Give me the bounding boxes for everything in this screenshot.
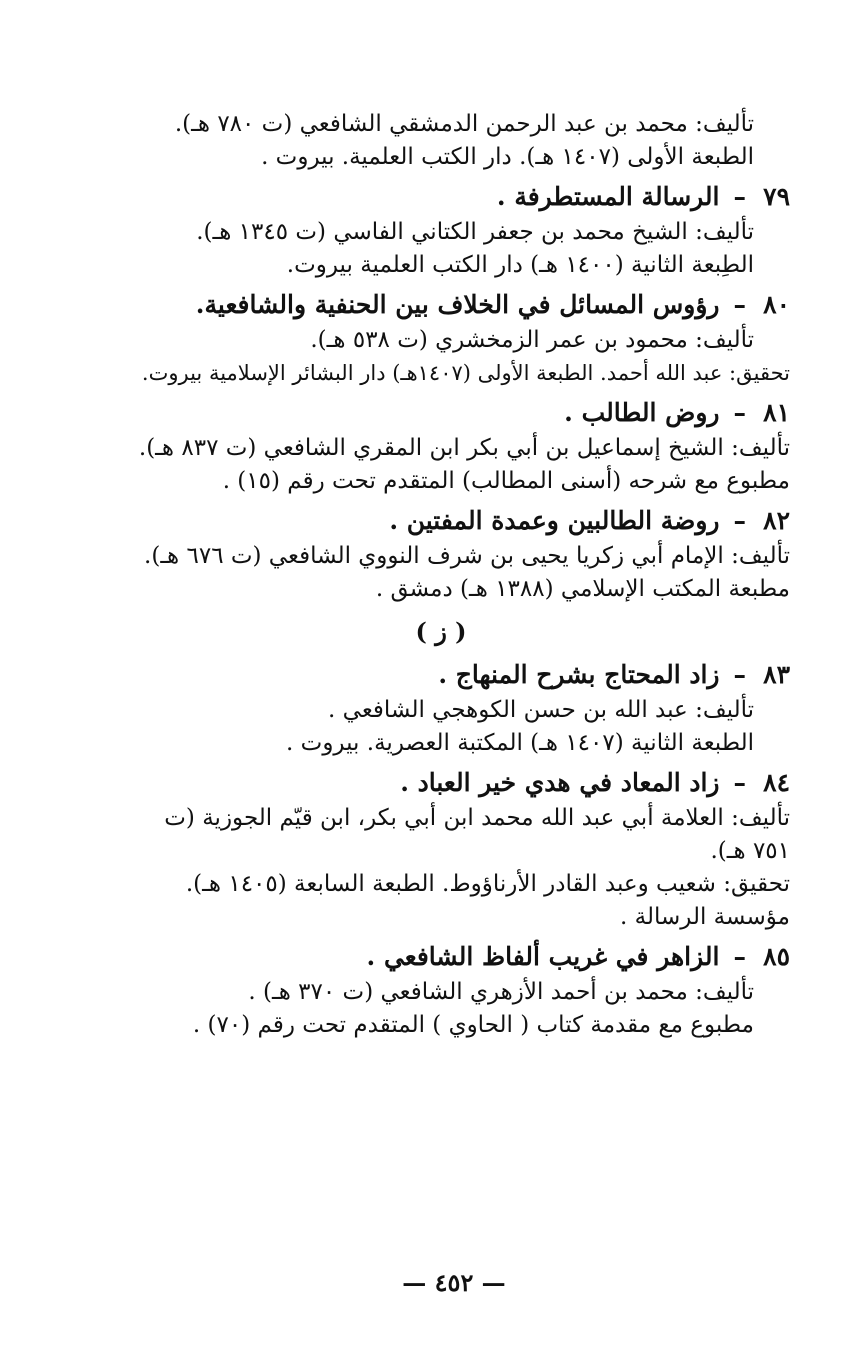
entry-79 [72,178,790,282]
entry-title: روض الطالب . [564,398,720,427]
entry-author-line: تأليف: الإمام أبي زكريا يحيى بن شرف النووي الشافعي (ت ٦٧٦ هـ). [144,543,790,569]
page-number: — ٤٥٢ — [402,1268,506,1297]
entry-number: ٨٥ [763,942,790,971]
intro-block [72,108,790,174]
entry-title: روضة الطالبين وعمدة المفتين . [389,506,720,535]
entry-85 [72,938,790,1042]
entry-author-line: تأليف: محمود بن عمر الزمخشري (ت ٥٣٨ هـ). [310,327,754,353]
entry-edition-line: الطِبعة الثانية (١٤٠٠ هـ) دار الكتب العلمية بيروت. [286,252,754,278]
entry-heading [72,764,790,802]
entry-author-line: تأليف: الشيخ إسماعيل بن أبي بكر ابن المقري الشافعي (ت ٨٣٧ هـ). [138,435,790,461]
entry-heading [72,286,790,324]
entry-title: الرسالة المستطرفة . [496,182,720,211]
entry-author-line: تأليف: الشيخ محمد بن جعفر الكتاني الفاسي (ت ١٣٤٥ هـ). [196,219,754,245]
entry-heading [72,502,790,540]
entry-editor-line: تحقيق: شعيب وعبد القادر الأرناؤوط. الطبعة السابعة (١٤٠٥ هـ). [185,871,790,897]
entry-84 [72,764,790,934]
entry-title: الزاهر في غريب ألفاظ الشافعي . [366,942,720,971]
entry-edition-line: مطبعة المكتب الإسلامي (١٣٨٨ هـ) دمشق . [375,576,790,602]
entry-number: ٨٣ [763,660,790,689]
entry-80 [72,286,790,390]
entry-publisher-line: مؤسسة الرسالة . [620,904,790,930]
entry-dash: – [733,942,746,971]
entry-dash: – [733,506,746,535]
section-letter-heading: ( ز ) [415,617,467,646]
entry-edition-line: مطبوع مع مقدمة كتاب ( الحاوي ) المتقدم تحت رقم (٧٠) . [192,1012,754,1038]
entry-81 [72,394,790,498]
entry-83 [72,656,790,760]
entry-number: ٧٩ [763,182,790,211]
entry-heading [72,394,790,432]
entry-edition-line: تحقيق: عبد الله أحمد. الطبعة الأولى (١٤٠٧هـ) دار البشائر الإسلامية بيروت. [141,361,790,385]
entry-title: رؤوس المسائل في الخلاف بين الحنفية والشافعية. [195,290,720,319]
entry-number: ٨٠ [763,290,790,319]
intro-edition-line: الطبعة الأولى (١٤٠٧ هـ). دار الكتب العلمية. بيروت . [261,144,754,170]
entry-edition-line: الطبعة الثانية (١٤٠٧ هـ) المكتبة العصرية. بيروت . [286,730,754,756]
entry-author-line: تأليف: محمد بن أحمد الأزهري الشافعي (ت ٣٧٠ هـ) . [248,979,754,1005]
entry-number: ٨١ [763,398,790,427]
entry-number: ٨٢ [763,506,790,535]
entry-dash: – [733,660,746,689]
entry-heading [72,938,790,976]
entry-author-line-cont: ٧٥١ هـ). [710,838,790,864]
entry-dash: – [733,768,746,797]
entry-number: ٨٤ [763,768,790,797]
entry-author-line: تأليف: العلامة أبي عبد الله محمد ابن أبي بكر، ابن قيّم الجوزية (ت [164,805,790,831]
entry-dash: – [733,290,746,319]
entry-dash: – [733,182,746,211]
entry-edition-line: مطبوع مع شرحه (أسنى المطالب) المتقدم تحت رقم (١٥) . [222,468,790,494]
page-body [72,108,790,1042]
intro-author-line: تأليف: محمد بن عبد الرحمن الدمشقي الشافعي (ت ٧٨٠ هـ). [174,111,754,137]
entry-author-line: تأليف: عبد الله بن حسن الكوهجي الشافعي . [328,697,754,723]
entry-heading [72,656,790,694]
entry-title: زاد المحتاج بشرح المنهاج . [438,660,720,689]
entry-82 [72,502,790,606]
entry-dash: – [733,398,746,427]
entry-title: زاد المعاد في هدي خير العباد . [400,768,720,797]
entry-heading [72,178,790,216]
